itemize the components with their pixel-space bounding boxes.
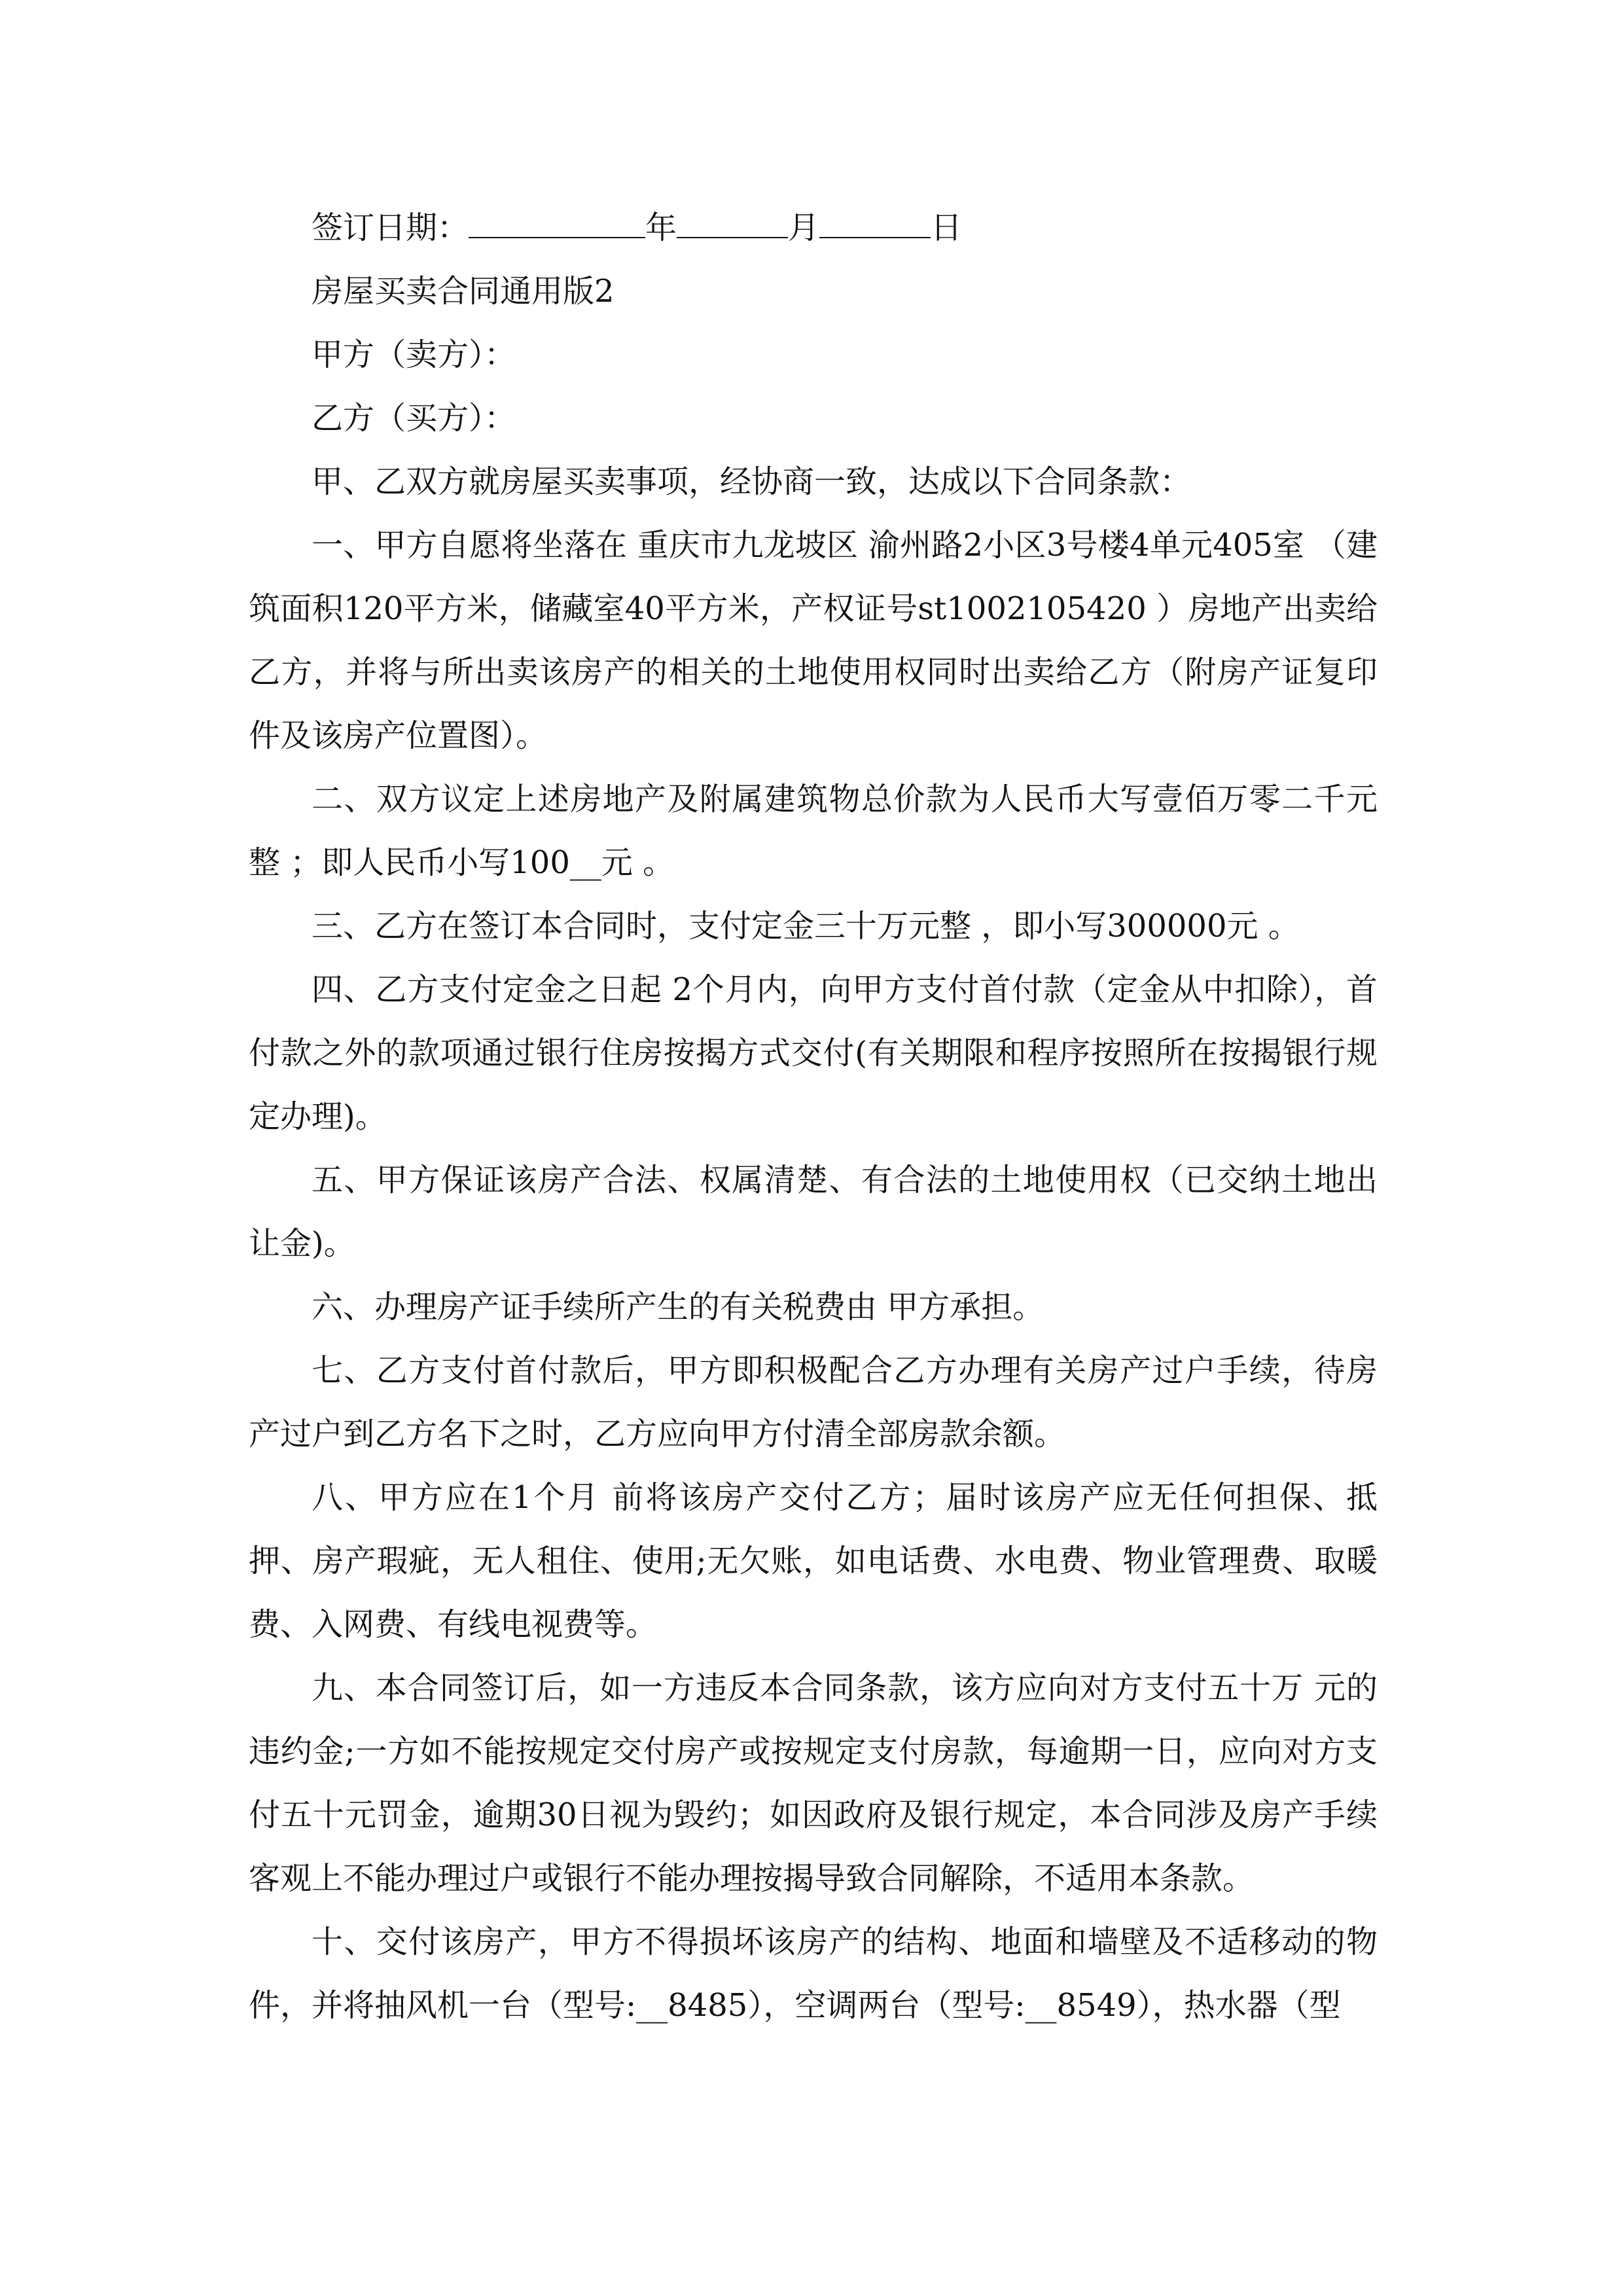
signing-date-line	[249, 196, 1378, 260]
clause-4: 四、乙方支付定金之日起 2个月内，向甲方支付首付款（定金从中扣除），首付款之外的款项通过银行住房按揭方式交付(有关期限和程序按照所在按揭银行规定办理)。	[249, 971, 1378, 1135]
day-blank	[819, 211, 931, 238]
intro-paragraph: 甲、乙双方就房屋买卖事项，经协商一致，达成以下合同条款：	[312, 463, 1192, 500]
year-blank	[469, 211, 645, 238]
clause-8: 八、甲方应在1个月 前将该房产交付乙方；届时该房产应无任何担保、抵押、房产瑕疵，无人租住、使用;无欠账，如电话费、水电费、物业管理费、取暖费、入网费、有线电视费等。	[249, 1479, 1378, 1643]
contract-body	[249, 196, 1378, 2037]
contract-title: 房屋买卖合同通用版2	[312, 273, 615, 310]
clause-5: 五、甲方保证该房产合法、权属清楚、有合法的土地使用权（已交纳土地出让金)。	[249, 1162, 1378, 1262]
day-label: 日	[931, 209, 963, 246]
year-label: 年	[645, 209, 677, 246]
party-b-line: 乙方（买方）：	[312, 400, 516, 437]
clause-9: 九、本合同签订后，如一方违反本合同条款，该方应向对方支付五十万 元的违约金;一方如不能按规定交付房产或按规定支付房款，每逾期一日，应向对方支付五十元罚金，逾期30日视为毁约；如因政府及银行规定，本合同涉及房产手续客观上不能办理过户或银行不能办理按揭导致合同解除，不适用本条款。	[249, 1670, 1378, 1897]
clause-7: 七、乙方支付首付款后，甲方即积极配合乙方办理有关房产过户手续，待房产过户到乙方名下之时，乙方应向甲方付清全部房款余额。	[249, 1352, 1378, 1452]
party-a-line: 甲方（卖方）：	[312, 336, 516, 373]
clause-6: 六、办理房产证手续所产生的有关税费由 甲方承担。	[312, 1289, 1044, 1325]
month-label: 月	[788, 209, 820, 246]
clause-10: 十、交付该房产，甲方不得损坏该房产的结构、地面和墙壁及不适移动的物件，并将抽风机一台（型号:__8485），空调两台（型号:__8549），热水器（型	[249, 1924, 1378, 2024]
signing-date-label: 签订日期：	[312, 209, 469, 246]
clause-1: 一、甲方自愿将坐落在 重庆市九龙坡区 渝州路2小区3号楼4单元405室 （建筑面积120平方米，储藏室40平方米，产权证号st1002105420 ）房地产出卖给乙方，并将与所出卖该房产的相关的土地使用权同时出卖给乙方（附房产证复印件及该房产位置图）。	[249, 527, 1378, 754]
clause-3: 三、乙方在签订本合同时，支付定金三十万元整 ，即小写300000元 。	[312, 908, 1300, 944]
clause-2: 二、双方议定上述房地产及附属建筑物总价款为人民币大写壹佰万零二千元整 ；即人民币小写100__元 。	[249, 781, 1378, 881]
month-blank	[677, 211, 788, 238]
